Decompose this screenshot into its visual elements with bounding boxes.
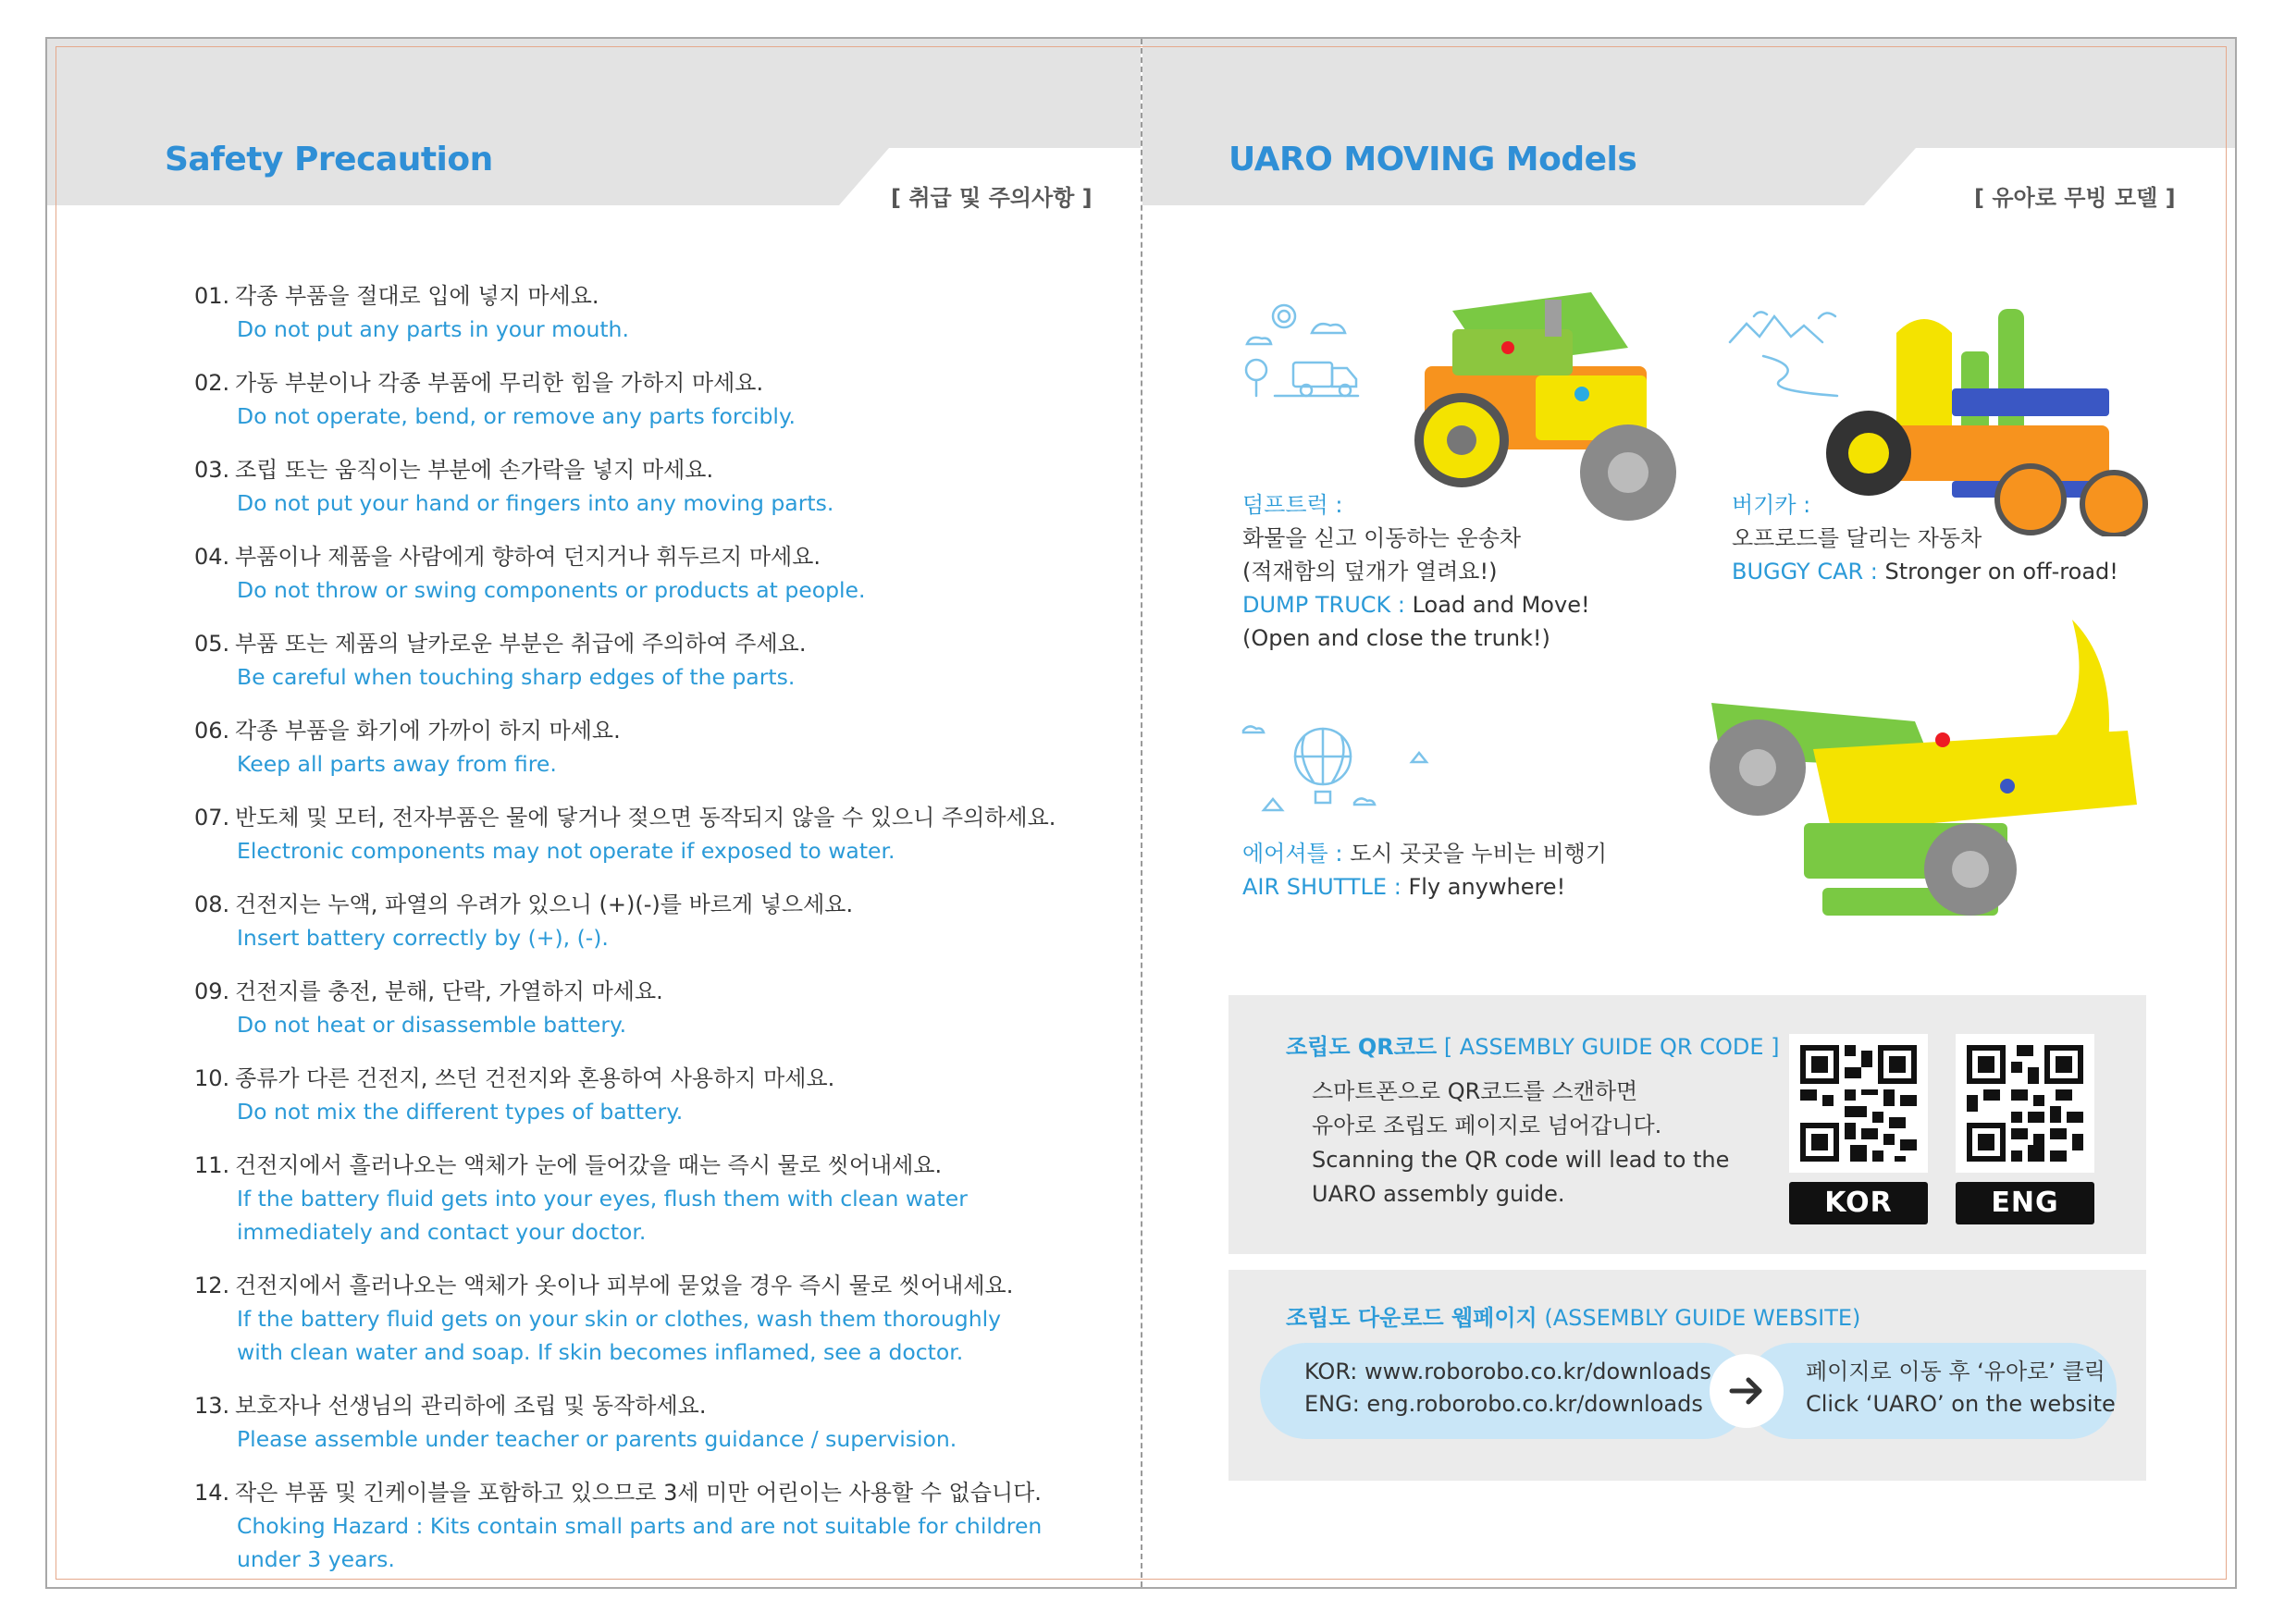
url-kor[interactable]: KOR: www.roborobo.co.kr/downloads [1304,1359,1711,1384]
web-heading-ko: 조립도 다운로드 웹페이지 [1286,1305,1537,1331]
item-number: 10. [194,1065,230,1091]
item-english-cont: with clean water and soap. If skin becomes inflamed, see a doctor. [237,1339,964,1365]
item-korean: 각종 부품을 화기에 가까이 하지 마세요. [235,718,621,744]
arrow-circle [1710,1354,1784,1428]
item-korean: 각종 부품을 절대로 입에 넣지 마세요. [235,283,599,309]
qr-heading-en: [ ASSEMBLY GUIDE QR CODE ] [1443,1034,1780,1060]
qr-label-eng: ENG [1956,1182,2094,1224]
list-item [194,1269,1082,1369]
list-item [194,453,1082,520]
qr-panel-text [1312,1075,1729,1212]
page-subtitle-right: [ 유아로 무빙 모델 ] [1974,185,2176,211]
item-english: Be careful when touching sharp edges of the parts. [237,664,796,690]
item-english: Do not put any parts in your mouth. [237,316,629,342]
list-item [194,1389,1082,1456]
balloon-doodle-icon [1236,718,1439,829]
item-number: 03. [194,457,230,483]
item-english: If the battery fluid gets on your skin or clothes, wash them thoroughly [237,1306,1002,1332]
list-item [194,366,1082,433]
dump-truck-ko-line2: (적재함의 덮개가 열려요!) [1242,559,1498,584]
dump-truck-ko-line1: 화물을 싣고 이동하는 운송차 [1242,525,1522,551]
item-korean: 조립 또는 움직이는 부분에 손가락을 넣지 마세요. [235,457,714,483]
step-en: Click ‘UARO’ on the website [1806,1391,2116,1417]
item-english: Choking Hazard : Kits contain small parts and are not suitable for children [237,1513,1043,1539]
item-number: 07. [194,805,230,830]
list-item [194,714,1082,781]
list-item [194,1476,1082,1576]
item-english: Do not put your hand or fingers into any moving parts. [237,490,834,516]
air-shuttle-ko-name: 에어셔틀 : [1242,841,1343,867]
air-shuttle-ko-desc: 도시 곳곳을 누비는 비행기 [1350,841,1608,867]
truck-doodle-icon [1238,296,1367,407]
item-english: Please assemble under teacher or parents guidance / supervision. [237,1426,957,1452]
arrow-right-icon [1710,1354,1784,1428]
buggy-ko-name: 버기카 : [1732,492,1811,518]
qr-label-kor: KOR [1789,1182,1928,1224]
air-shuttle-caption [1242,837,1607,904]
list-item [194,1149,1082,1249]
qr-code-eng[interactable] [1956,1034,2094,1173]
web-panel-heading [1286,1299,1860,1332]
air-shuttle-image [1702,620,2155,943]
list-item [194,888,1082,954]
item-english: Keep all parts away from fire. [237,751,557,777]
item-korean: 반도체 및 모터, 전자부품은 물에 닿거나 젖으면 동작되지 않을 수 있으니 주의하세요. [235,805,1056,830]
item-korean: 보호자나 선생님의 관리하에 조립 및 동작하세요. [235,1393,707,1419]
web-heading-en: (ASSEMBLY GUIDE WEBSITE) [1544,1305,1861,1331]
qr-line: UARO assembly guide. [1312,1181,1565,1207]
item-number: 09. [194,978,230,1004]
item-korean: 건전지에서 흘러나오는 액체가 눈에 들어갔을 때는 즉시 물로 씻어내세요. [235,1152,943,1178]
qr-line: 스마트폰으로 QR코드를 스캔하면 [1312,1078,1638,1104]
buggy-ko-line1: 오프로드를 달리는 자동차 [1732,525,1982,551]
item-english: Do not heat or disassemble battery. [237,1012,627,1038]
item-korean: 건전지에서 흘러나오는 액체가 옷이나 피부에 묻었을 경우 즉시 물로 씻어내세요. [235,1273,1014,1298]
dump-truck-en-desc: Load and Move! [1412,592,1590,618]
item-korean: 부품 또는 제품의 날카로운 부분은 취급에 주의하여 주세요. [235,631,807,657]
item-korean: 종류가 다른 건전지, 쓰던 건전지와 혼용하여 사용하지 마세요. [235,1065,835,1091]
item-english: Electronic components may not operate if exposed to water. [237,838,895,864]
item-english: Do not mix the different types of battery. [237,1099,684,1125]
item-number: 13. [194,1393,230,1419]
buggy-en-desc: Stronger on off-road! [1884,559,2118,584]
page-title-left: Safety Precaution [165,141,493,178]
buggy-en-name: BUGGY CAR : [1732,559,1878,584]
url-eng[interactable]: ENG: eng.roborobo.co.kr/downloads [1304,1391,1703,1417]
item-english-cont: under 3 years. [237,1546,395,1572]
list-item [194,540,1082,607]
buggy-caption [1732,488,2118,588]
item-number: 02. [194,370,230,396]
item-number: 11. [194,1152,230,1178]
item-english: If the battery fluid gets into your eyes, flush them with clean water [237,1186,968,1212]
item-number: 06. [194,718,230,744]
step-ko: 페이지로 이동 후 ‘유아로’ 클릭 [1806,1359,2105,1384]
instruction-pill [1747,1343,2117,1439]
dump-truck-caption [1242,488,1590,655]
item-english-cont: immediately and contact your doctor. [237,1219,647,1245]
dump-truck-en-name: DUMP TRUCK : [1242,592,1405,618]
safety-list [194,279,1082,1596]
list-item [194,1062,1082,1128]
list-item [194,801,1082,867]
qr-code-icon [1956,1034,2094,1173]
item-korean: 건전지는 누액, 파열의 우려가 있으니 (+)(-)를 바르게 넣으세요. [235,892,854,917]
dump-truck-en-line2: (Open and close the trunk!) [1242,625,1550,651]
item-number: 14. [194,1480,230,1506]
fold-line [1141,39,1142,1587]
list-item [194,279,1082,346]
list-item [194,975,1082,1041]
item-english: Do not operate, bend, or remove any parts forcibly. [237,403,796,429]
item-number: 05. [194,631,230,657]
item-korean: 가동 부분이나 각종 부품에 무리한 힘을 가하지 마세요. [235,370,764,396]
qr-line: Scanning the QR code will lead to the [1312,1147,1730,1173]
item-number: 08. [194,892,230,917]
list-item [194,627,1082,694]
page-title-right: UARO MOVING Models [1229,141,1637,178]
dump-truck-ko-name: 덤프트럭 : [1242,492,1343,518]
item-english: Insert battery correctly by (+), (-). [237,925,609,951]
item-korean: 작은 부품 및 긴케이블을 포함하고 있으므로 3세 미만 어린이는 사용할 수 없습니다. [235,1480,1042,1506]
item-number: 04. [194,544,230,570]
air-shuttle-en-desc: Fly anywhere! [1408,874,1566,900]
qr-panel-heading [1286,1028,1780,1061]
url-pill[interactable] [1260,1343,1750,1439]
item-number: 12. [194,1273,230,1298]
item-korean: 부품이나 제품을 사람에게 향하여 던지거나 휘두르지 마세요. [235,544,821,570]
item-korean: 건전지를 충전, 분해, 단락, 가열하지 마세요. [235,978,663,1004]
item-number: 01. [194,283,230,309]
qr-heading-ko: 조립도 QR코드 [1286,1034,1438,1060]
air-shuttle-en-name: AIR SHUTTLE : [1242,874,1401,900]
web-panel [1229,1270,2146,1481]
page-subtitle-left: [ 취급 및 주의사항 ] [891,185,1093,211]
qr-panel [1229,995,2146,1254]
item-english: Do not throw or swing components or products at people. [237,577,866,603]
qr-code-kor[interactable] [1789,1034,1928,1173]
qr-line: 유아로 조립도 페이지로 넘어갑니다. [1312,1113,1662,1138]
qr-code-icon [1789,1034,1928,1173]
